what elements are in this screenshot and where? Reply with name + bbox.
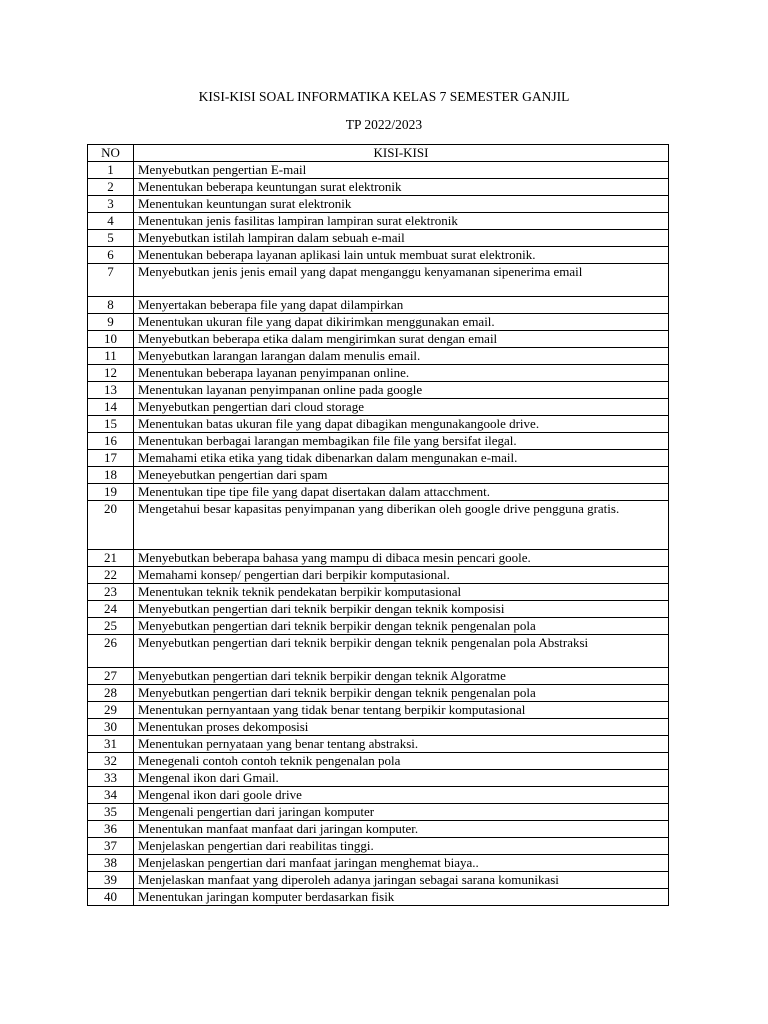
table-row — [88, 484, 669, 501]
row-number: 6 — [88, 247, 134, 264]
table-row — [88, 736, 669, 753]
table-row — [88, 618, 669, 635]
row-number: 13 — [88, 382, 134, 399]
table-row — [88, 787, 669, 804]
row-number: 27 — [88, 668, 134, 685]
row-number: 30 — [88, 719, 134, 736]
table-row — [88, 838, 669, 855]
row-number: 37 — [88, 838, 134, 855]
table-row — [88, 331, 669, 348]
row-number: 9 — [88, 314, 134, 331]
row-kisi-kisi: Menentukan pernyantaan yang tidak benar tentang berpikir komputasional — [134, 702, 669, 719]
row-number: 5 — [88, 230, 134, 247]
row-number: 39 — [88, 872, 134, 889]
document-title: KISI-KISI SOAL INFORMATIKA KELAS 7 SEMESTER GANJIL — [198, 89, 570, 104]
row-number: 36 — [88, 821, 134, 838]
table-row — [88, 213, 669, 230]
row-kisi-kisi: Menyebutkan beberapa etika dalam mengirimkan surat dengan email — [134, 331, 669, 348]
header-no: NO — [88, 145, 134, 162]
row-kisi-kisi: Menyebutkan istilah lampiran dalam sebuah e-mail — [134, 230, 669, 247]
table-row — [88, 584, 669, 601]
row-number: 16 — [88, 433, 134, 450]
row-kisi-kisi: Menentukan manfaat manfaat dari jaringan komputer. — [134, 821, 669, 838]
table-row — [88, 635, 669, 668]
table-row — [88, 821, 669, 838]
table-row — [88, 348, 669, 365]
table-row — [88, 668, 669, 685]
table-row — [88, 855, 669, 872]
table-row — [88, 416, 669, 433]
row-kisi-kisi: Menentukan proses dekomposisi — [134, 719, 669, 736]
table-row — [88, 196, 669, 213]
header-kisi-kisi: KISI-KISI — [134, 145, 669, 162]
table-row — [88, 433, 669, 450]
table-row — [88, 314, 669, 331]
table-row — [88, 719, 669, 736]
row-kisi-kisi: Menentukan beberapa layanan penyimpanan online. — [134, 365, 669, 382]
row-number: 11 — [88, 348, 134, 365]
row-kisi-kisi: Menentukan layanan penyimpanan online pada google — [134, 382, 669, 399]
row-kisi-kisi: Menentukan keuntungan surat elektronik — [134, 196, 669, 213]
row-number: 40 — [88, 889, 134, 906]
document-subtitle: TP 2022/2023 — [345, 117, 423, 132]
row-number: 8 — [88, 297, 134, 314]
row-kisi-kisi: Meneyebutkan pengertian dari spam — [134, 467, 669, 484]
table-row — [88, 399, 669, 416]
table-row — [88, 804, 669, 821]
table-row — [88, 770, 669, 787]
row-number: 12 — [88, 365, 134, 382]
row-number: 1 — [88, 162, 134, 179]
row-number: 7 — [88, 264, 134, 297]
row-kisi-kisi: Menyebutkan pengertian dari teknik berpikir dengan teknik komposisi — [134, 601, 669, 618]
row-number: 20 — [88, 501, 134, 550]
table-row — [88, 162, 669, 179]
row-kisi-kisi: Memahami etika etika yang tidak dibenarkan dalam mengunakan e-mail. — [134, 450, 669, 467]
row-kisi-kisi: Menentukan jenis fasilitas lampiran lampiran surat elektronik — [134, 213, 669, 230]
row-number: 17 — [88, 450, 134, 467]
table-row — [88, 567, 669, 584]
table-row — [88, 501, 669, 550]
row-number: 21 — [88, 550, 134, 567]
table-row — [88, 550, 669, 567]
row-kisi-kisi: Menyertakan beberapa file yang dapat dilampirkan — [134, 297, 669, 314]
row-number: 34 — [88, 787, 134, 804]
row-kisi-kisi: Mengenal ikon dari Gmail. — [134, 770, 669, 787]
row-number: 2 — [88, 179, 134, 196]
table-row — [88, 365, 669, 382]
kisi-kisi-table — [87, 144, 669, 906]
row-kisi-kisi: Menentukan beberapa keuntungan surat elektronik — [134, 179, 669, 196]
table-row — [88, 753, 669, 770]
row-number: 29 — [88, 702, 134, 719]
row-kisi-kisi: Menyebutkan jenis jenis email yang dapat menganggu kenyamanan sipenerima email — [134, 264, 669, 297]
table-row — [88, 889, 669, 906]
row-kisi-kisi: Menjelaskan pengertian dari reabilitas tinggi. — [134, 838, 669, 855]
row-number: 35 — [88, 804, 134, 821]
row-kisi-kisi: Menyebutkan pengertian dari teknik berpikir dengan teknik pengenalan pola Abstraksi — [134, 635, 669, 668]
row-kisi-kisi: Menentukan jaringan komputer berdasarkan fisik — [134, 889, 669, 906]
table-header-row — [88, 145, 669, 162]
row-number: 22 — [88, 567, 134, 584]
row-kisi-kisi: Mengetahui besar kapasitas penyimpanan yang diberikan oleh google drive pengguna gratis. — [134, 501, 669, 550]
row-kisi-kisi: Menyebutkan pengertian dari cloud storage — [134, 399, 669, 416]
row-number: 14 — [88, 399, 134, 416]
table-row — [88, 247, 669, 264]
row-kisi-kisi: Menegenali contoh contoh teknik pengenalan pola — [134, 753, 669, 770]
row-kisi-kisi: Menyebutkan pengertian dari teknik berpikir dengan teknik pengenalan pola — [134, 618, 669, 635]
row-kisi-kisi: Mengenal ikon dari goole drive — [134, 787, 669, 804]
row-kisi-kisi: Menentukan berbagai larangan membagikan file file yang bersifat ilegal. — [134, 433, 669, 450]
row-number: 15 — [88, 416, 134, 433]
row-number: 24 — [88, 601, 134, 618]
table-row — [88, 450, 669, 467]
table-body — [88, 162, 669, 906]
row-number: 10 — [88, 331, 134, 348]
table-row — [88, 601, 669, 618]
row-number: 32 — [88, 753, 134, 770]
row-number: 33 — [88, 770, 134, 787]
row-number: 19 — [88, 484, 134, 501]
table-row — [88, 264, 669, 297]
row-kisi-kisi: Menjelaskan pengertian dari manfaat jaringan menghemat biaya.. — [134, 855, 669, 872]
row-kisi-kisi: Menentukan ukuran file yang dapat dikirimkan menggunakan email. — [134, 314, 669, 331]
row-kisi-kisi: Menyebutkan pengertian E-mail — [134, 162, 669, 179]
row-kisi-kisi: Menentukan batas ukuran file yang dapat dibagikan mengunakangoole drive. — [134, 416, 669, 433]
row-kisi-kisi: Menentukan beberapa layanan aplikasi lain untuk membuat surat elektronik. — [134, 247, 669, 264]
row-number: 4 — [88, 213, 134, 230]
table-row — [88, 702, 669, 719]
table-row — [88, 297, 669, 314]
row-kisi-kisi: Menyebutkan beberapa bahasa yang mampu di dibaca mesin pencari goole. — [134, 550, 669, 567]
row-kisi-kisi: Menyebutkan pengertian dari teknik berpikir dengan teknik pengenalan pola — [134, 685, 669, 702]
row-kisi-kisi: Menyebutkan larangan larangan dalam menulis email. — [134, 348, 669, 365]
row-number: 28 — [88, 685, 134, 702]
row-kisi-kisi: Menentukan teknik teknik pendekatan berpikir komputasional — [134, 584, 669, 601]
table-row — [88, 685, 669, 702]
row-kisi-kisi: Menentukan pernyataan yang benar tentang abstraksi. — [134, 736, 669, 753]
table-row — [88, 230, 669, 247]
row-kisi-kisi: Menentukan tipe tipe file yang dapat disertakan dalam attacchment. — [134, 484, 669, 501]
table-row — [88, 382, 669, 399]
table-row — [88, 467, 669, 484]
table-row — [88, 179, 669, 196]
row-kisi-kisi: Menjelaskan manfaat yang diperoleh adanya jaringan sebagai sarana komunikasi — [134, 872, 669, 889]
row-number: 3 — [88, 196, 134, 213]
table-row — [88, 872, 669, 889]
row-number: 25 — [88, 618, 134, 635]
row-kisi-kisi: Menyebutkan pengertian dari teknik berpikir dengan teknik Algoratme — [134, 668, 669, 685]
row-number: 23 — [88, 584, 134, 601]
row-number: 38 — [88, 855, 134, 872]
row-number: 26 — [88, 635, 134, 668]
row-kisi-kisi: Mengenali pengertian dari jaringan komputer — [134, 804, 669, 821]
row-kisi-kisi: Memahami konsep/ pengertian dari berpikir komputasional. — [134, 567, 669, 584]
row-number: 18 — [88, 467, 134, 484]
row-number: 31 — [88, 736, 134, 753]
